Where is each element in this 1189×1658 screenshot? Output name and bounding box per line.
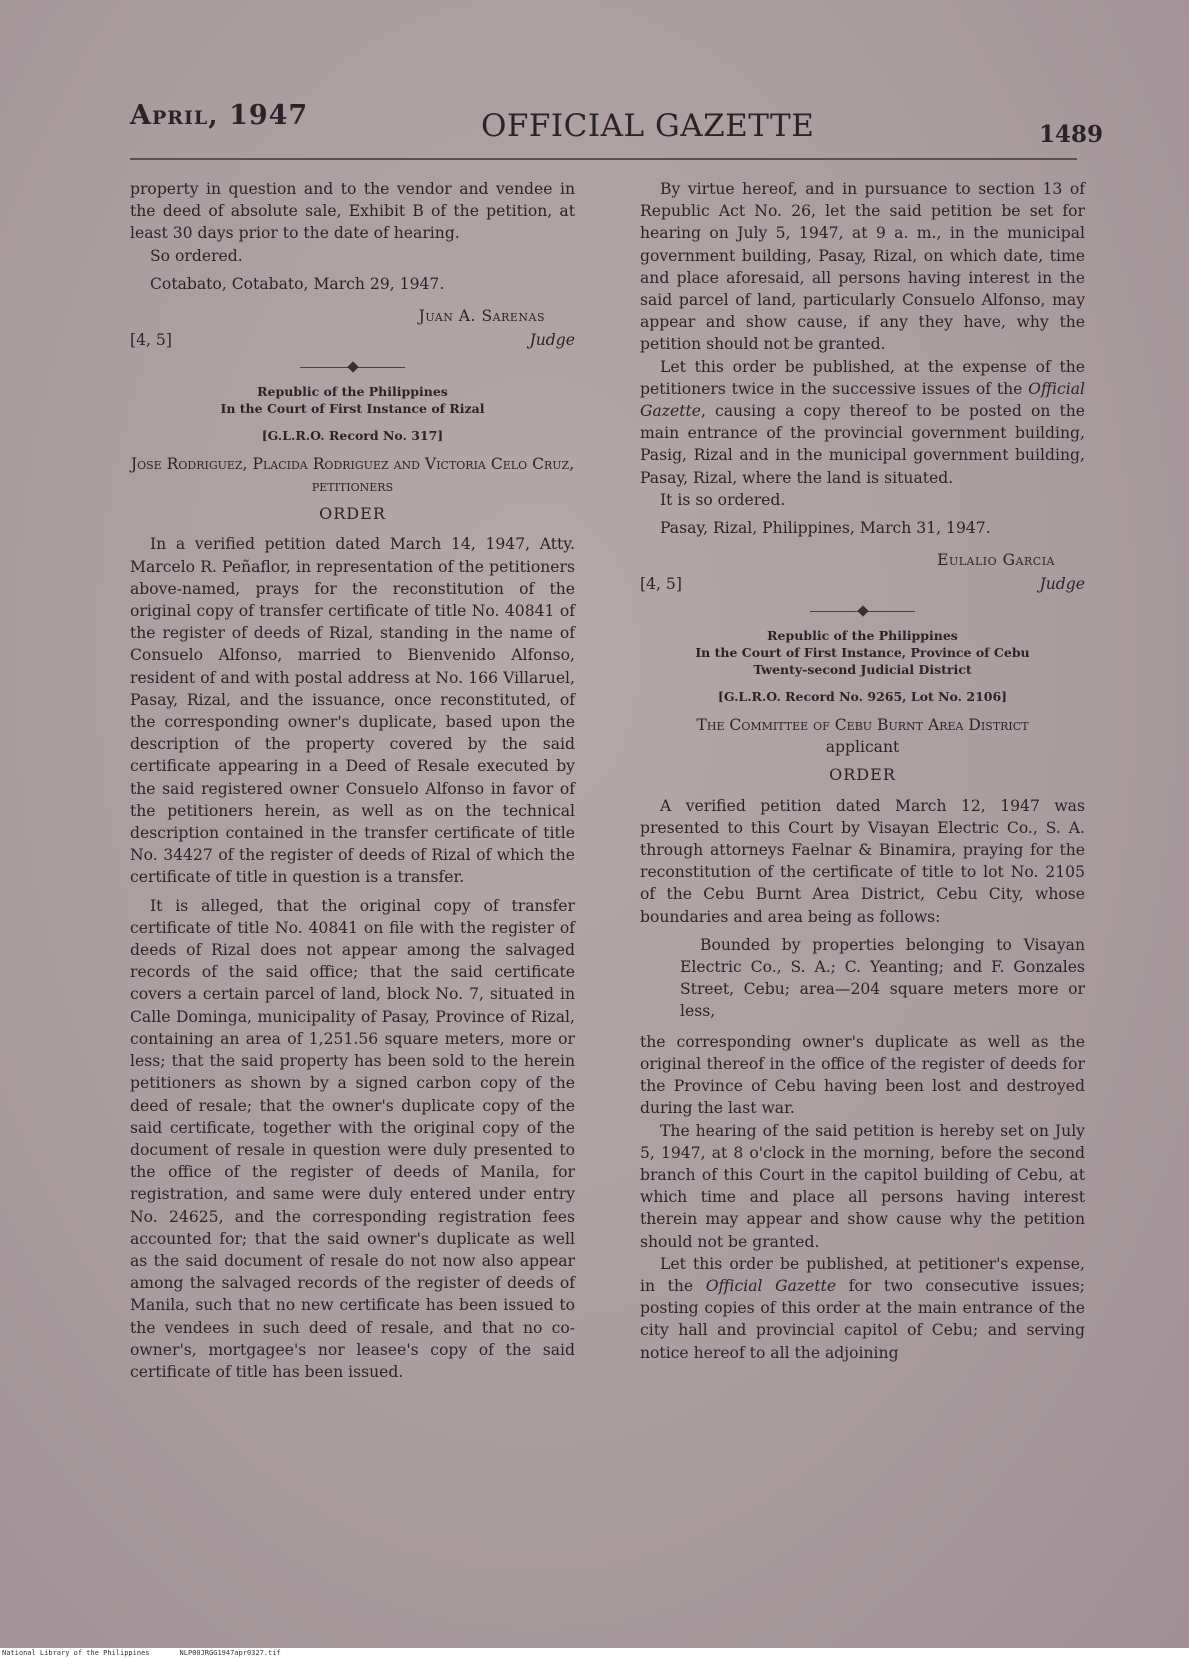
page-number: 1489 [1039,121,1104,148]
publication-paragraph [640,356,1085,489]
library-credit: National Library of the Philippines [2,1649,150,1657]
header-rule [130,158,1077,160]
gazette-name: Official Gazette [705,1276,837,1295]
issue-date: April, 1947 [130,100,309,131]
record-number: [G.L.R.O. Record No. 9265, Lot No. 2106] [717,689,1008,705]
issue-reference: [4, 5] [130,331,172,350]
publication-order-paragraph [640,1253,1085,1364]
record-number: [G.L.R.O. Record No. 317] [261,428,444,444]
diamond-ornament-icon [347,361,358,372]
section-divider [640,605,1085,617]
publication-text-a: Let this order be published, at petitioner's expense, in the [640,1254,1085,1295]
place-date: Cotabato, Cotabato, March 29, 1947. [150,274,445,293]
right-column [640,178,1085,1364]
diamond-ornament-icon [857,606,868,617]
continuation-paragraph: property in question and to the vendor and vendee in the deed of absolute sale, Exhibit B of the petition, at least 30 days prior to the date of hearing. [130,180,575,243]
hearing-paragraph: By virtue hereof, and in pursuance to section 13 of Republic Act No. 26, let the said petition be set for hearing on July 5, 1947, at 9 a. m., in the municipal government building, Pasay, Rizal, on which date, time and place aforesaid, all persons having interest in the said parcel of land, particularly Consuelo Alfonso, may appear and show cause, if any they have, why the petition should not be granted. [640,180,1085,354]
judge-title: Judge [1039,575,1085,594]
court-line-1: Republic of the Philippines [767,628,958,644]
court-line-1: Republic of the Philippines [257,384,448,400]
scan-footer [0,1648,1189,1658]
left-column [130,178,575,1383]
gazette-name: Official Gazette [640,379,1085,421]
court-line-2: In the Court of First Instance, Province of Cebu [695,645,1030,661]
issue-reference: [4, 5] [640,575,682,594]
boundaries-quote: Bounded by properties belonging to Visayan Electric Co., S. A.; C. Yeanting; and F. Gonzales Street, Cebu; area—204 square meters more or less, [680,935,1085,1021]
petition-paragraph: A verified petition dated March 12, 1947 was presented to this Court by Visayan Electric Co., S. A. through attorneys Faelnar & Binamira, praying for the reconstitution of the certificate of title to lot No. 2105 of the Cebu Burnt Area District, Cebu City, whose boundaries and area being as follows: [640,796,1085,926]
parties: The Committee of Cebu Burnt Area District [696,716,1029,735]
publication-text-a: Let this order be published, at the expense of the petitioners twice in the successive issues of the [640,357,1085,398]
hearing-date-paragraph: The hearing of the said petition is hereby set on July 5, 1947, at 8 o'clock in the morning, before the second branch of this Court in the capitol building of Cebu, at which time and place all persons having interest therein may appear and show cause why the petition should not be granted. [640,1121,1085,1251]
file-name: NLP00JRGG1947apr0327.tif [179,1649,281,1657]
court-line-3: Twenty-second Judicial District [753,662,972,678]
order-paragraph-1: In a verified petition dated March 14, 1947, Atty. Marcelo R. Peñaflor, in representation of the petitioners above-named, prays for the reconstitution of the original copy of transfer certificate of title No. 40841 of the register of deeds of Rizal, standing in the name of Consuelo Alfonso, married to Bienvenido Alfonso, resident of and with postal address at No. 166 Villaruel, Pasay, Rizal, and the issuance, once reconstituted, of the corresponding owner's duplicate, based upon the description of the property covered by the said certificate appearing in a Deed of Resale executed by the said registered owner Consuelo Alfonso in favor of the petitioners herein, as well as on the technical description contained in the transfer certificate of title No. 34427 of the register of deeds of Rizal of which the certificate of title in question is a transfer. [130,535,575,887]
lost-duplicate-paragraph: the corresponding owner's duplicate as well as the original thereof in the office of the register of deeds for the Province of Cebu having been lost and destroyed during the last war. [640,1032,1085,1118]
judge-title: Judge [529,331,575,350]
order-title: ORDER [319,504,386,524]
parties-role: applicant [825,738,900,757]
parties: Jose Rodriguez, Placida Rodriguez and Victoria Celo Cruz, petitioners [130,455,575,496]
judge-name: Juan A. Sarenas [418,307,545,326]
court-line-2: In the Court of First Instance of Rizal [220,401,485,417]
publication-text-b: for two consecutive issues; posting copies of this order at the main entrance of the city hall and provincial capitol of Cebu; and serving notice hereof to all the adjoining [640,1276,1085,1362]
publication-text-b: , causing a copy thereof to be posted on the main entrance of the provincial government building, Pasig, Rizal and in the municipal government building, Pasay, Rizal, where the land is situated. [640,402,1085,487]
signature-block [640,543,1085,599]
signature-block [130,299,575,355]
place-date: Pasay, Rizal, Philippines, March 31, 1947. [660,519,991,538]
publication-title: OFFICIAL GAZETTE [481,108,815,144]
so-ordered: So ordered. [150,246,243,265]
order-title: ORDER [829,765,896,785]
so-ordered: It is so ordered. [660,490,786,509]
section-divider [130,361,575,373]
judge-name: Eulalio Garcia [937,551,1055,570]
order-paragraph-2: It is alleged, that the original copy of transfer certificate of title No. 40841 on file with the register of deeds of Rizal does not appear among the salvaged records of the said office; that the said certificate covers a certain parcel of land, block No. 7, situated in Calle Dominga, municipality of Pasay, Province of Rizal, containing an area of 1,251.56 square meters, more or less; that the said property has been sold to the herein petitioners as shown by a signed carbon copy of the deed of resale; that the owner's duplicate copy of the said certificate, together with the original copy of the document of resale in question were duly presented to the office of the register of deeds of Manila, for registration, and same were duly entered under entry No. 24625, and the corresponding registration fees accounted for; that the said owner's duplicate as well as the said document of resale do not now also appear among the salvaged records of the register of deeds of Manila, such that no new certificate has been issued to the vendees in such deed of resale, and that no co-owner's, mortgagee's nor leasee's copy of the said certificate of title has been issued. [130,896,575,1381]
